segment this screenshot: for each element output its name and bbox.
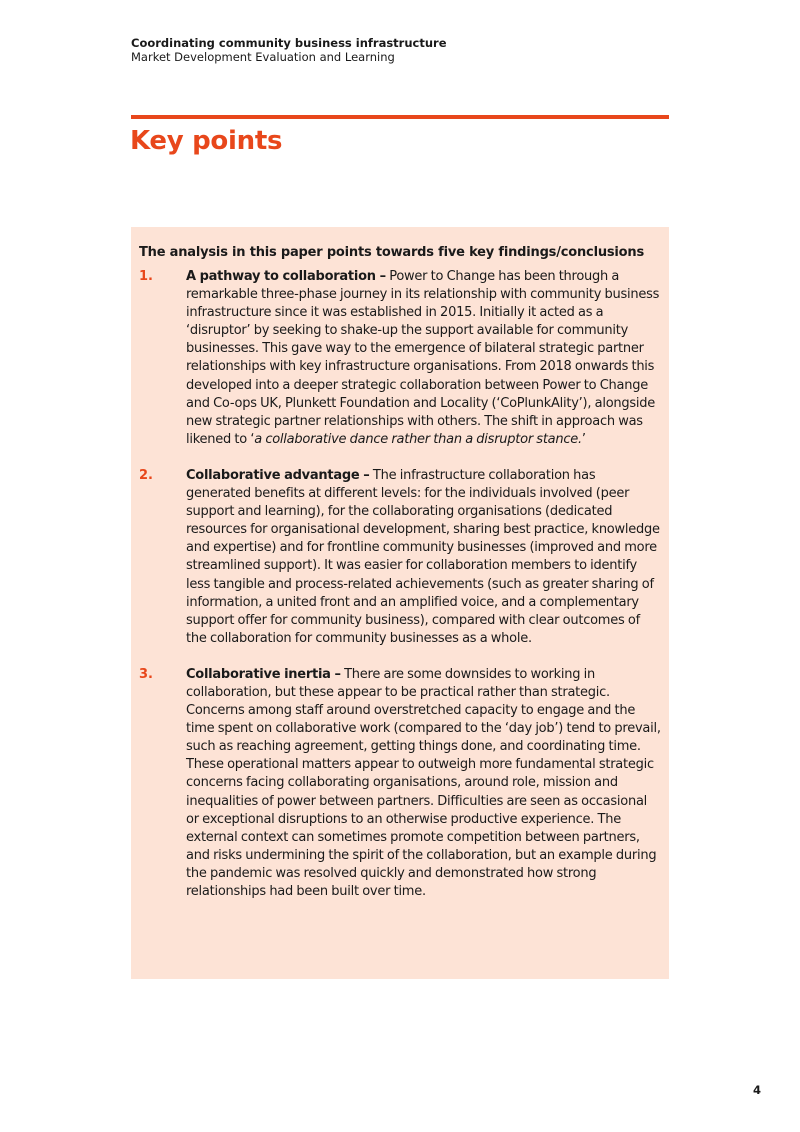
running-header [131,36,447,64]
finding-number: 1. [139,269,153,284]
header-subtitle: Market Development Evaluation and Learning [131,50,395,64]
finding-lead: Collaborative inertia – [186,666,341,682]
key-findings-box [131,227,669,979]
finding-item [139,666,661,901]
page-number: 4 [752,1083,761,1097]
box-heading: The analysis in this paper points towards five key findings/conclusions [139,245,644,260]
finding-quote: a collaborative dance rather than a disruptor stance. [254,431,582,447]
finding-lead: Collaborative advantage – [186,467,370,483]
finding-item [139,268,661,449]
finding-body: Power to Change has been through a remarkable three-phase journey in its relationship with community business infrastructure since it was established in 2015. Initially it acted as a ‘disruptor’ by seeking to shake-up the support available for community businesses. This gave way to the emergence of bilateral strategic partner relationships with key infrastructure organisations. From 2018 onwards this developed into a deeper strategic collaboration between Power to Change and Co-ops UK, Plunkett Foundation and Locality (‘CoPlunkAlity’), alongside new strategic partner relationships with others. The shift in approach was likened to ‘ [186,269,660,447]
finding-text [186,268,661,449]
header-title: Coordinating community business infrastructure [131,36,447,50]
finding-text [186,666,661,901]
finding-text [186,467,661,648]
page-title: Key points [130,126,283,156]
finding-tail: ’ [581,431,586,447]
finding-number: 3. [139,666,153,682]
finding-body: The infrastructure collaboration has generated benefits at different levels: for the individuals involved (peer support and learning), for the collaborating organisations (dedicated resources for organisational development, sharing best practice, knowledge and expertise) and for frontline community businesses (improved and more streamlined support). It was easier for collaboration members to identify less tangible and process-related achievements (such as greater sharing of information, a united front and an amplified voice, and a complementary support offer for community business), compared with clear outcomes of the collaboration for community businesses as a whole. [186,467,660,646]
finding-number: 2. [139,467,153,483]
finding-body: There are some downsides to working in collaboration, but these appear to be practical rather than strategic. Concerns among staff around overstretched capacity to engage and the time spent on collaborative work (compared to the ‘day job’) tend to prevail, such as reaching agreement, getting things done, and coordinating time. These operational matters appear to outweigh more fundamental strategic concerns facing collaborating organisations, around role, mission and inequalities of power between partners. Difficulties are seen as occasional or exceptional disruptions to an otherwise productive experience. The external context can sometimes promote competition between partners, and risks undermining the spirit of the collaboration, but an example during the pandemic was resolved quickly and demonstrated how strong relationships had been built over time. [186,666,661,899]
finding-item [139,467,661,648]
title-rule [131,115,669,119]
finding-lead: A pathway to collaboration – [186,269,386,284]
